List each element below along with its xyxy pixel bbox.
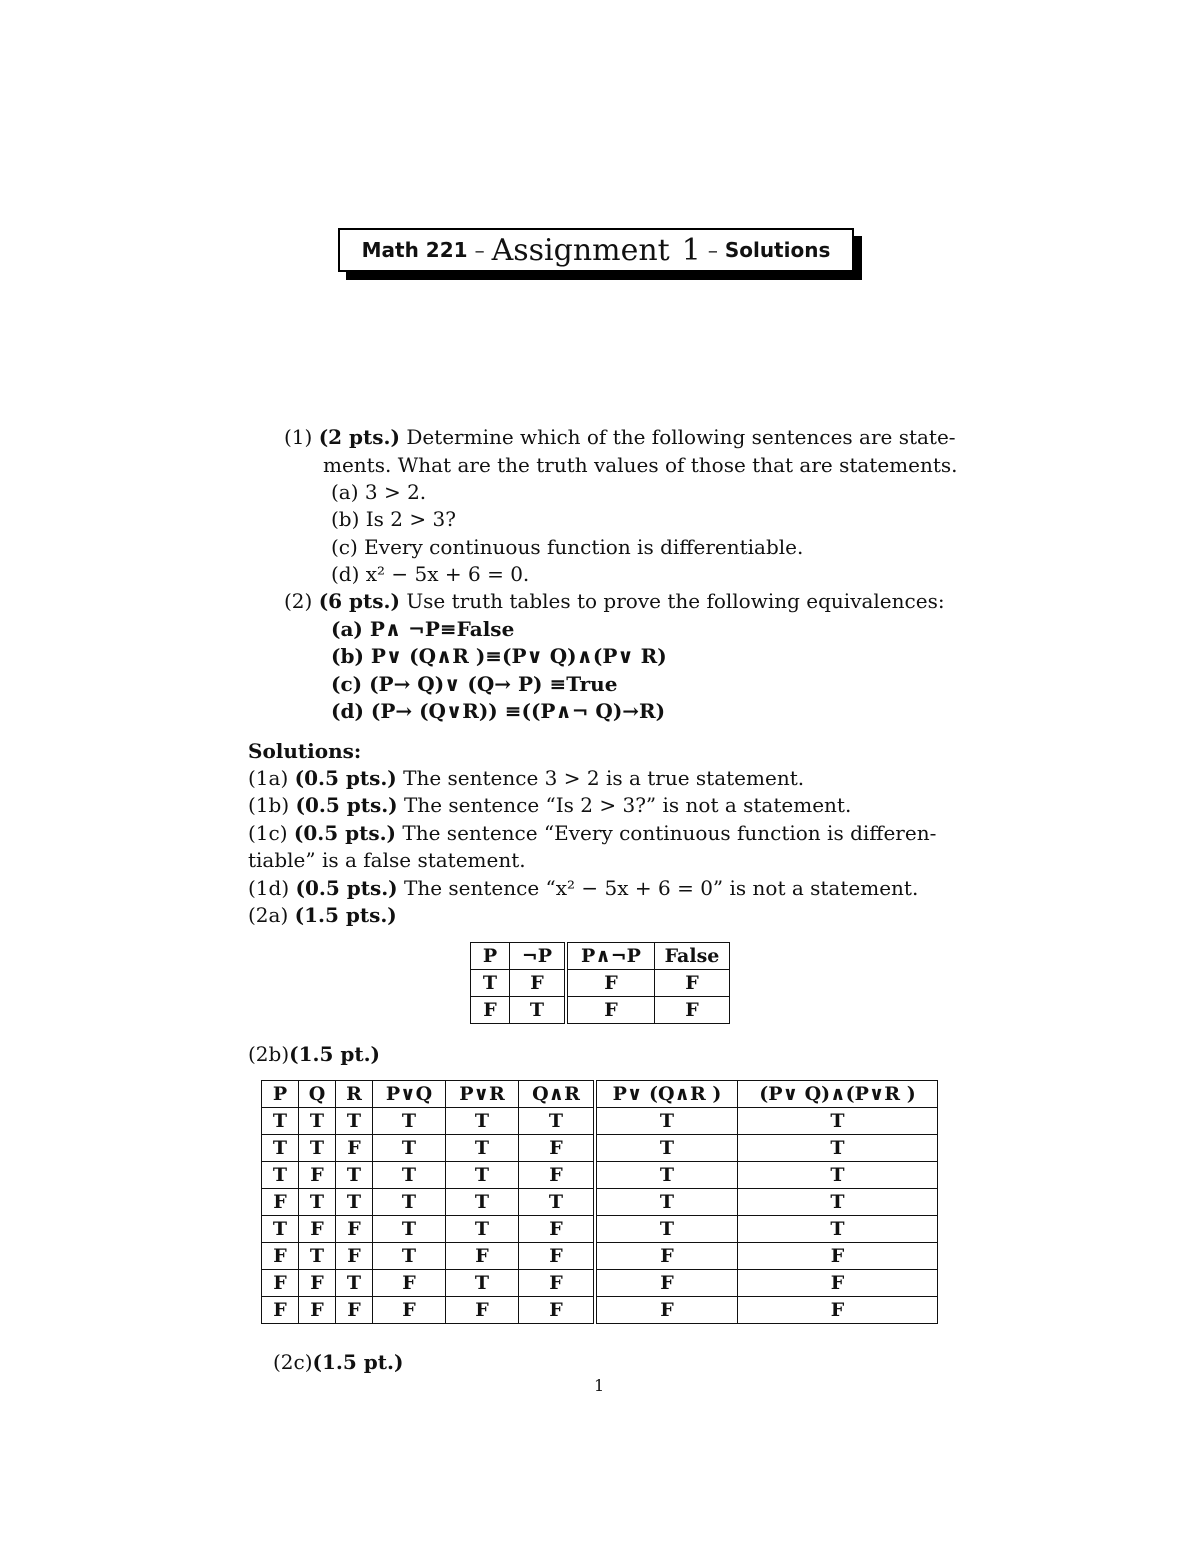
- table-row: [262, 1162, 938, 1189]
- table-cell: T: [446, 1189, 519, 1216]
- table-cell: T: [510, 997, 567, 1024]
- problem-text: Use truth tables to prove the following equivalences:: [406, 589, 945, 613]
- table-cell: F: [595, 1243, 738, 1270]
- table-cell: F: [655, 970, 730, 997]
- assignment-number: 1: [681, 232, 701, 268]
- table-row: [471, 970, 730, 997]
- table-cell: T: [336, 1162, 373, 1189]
- table-cell: T: [299, 1243, 336, 1270]
- table-cell: F: [510, 970, 567, 997]
- problem-2-line-1: [284, 588, 945, 614]
- table-header-cell: Q: [299, 1081, 336, 1108]
- table-header-cell: R: [336, 1081, 373, 1108]
- solution-points: (0.5 pts.): [293, 821, 397, 845]
- problem-1-line-2: ments. What are the truth values of those that are statements.: [323, 453, 958, 477]
- table-cell: F: [299, 1216, 336, 1243]
- table-cell: F: [446, 1297, 519, 1324]
- table-cell: T: [373, 1108, 446, 1135]
- table-cell: F: [262, 1243, 299, 1270]
- table-cell: T: [595, 1162, 738, 1189]
- solution-text: The sentence “x² − 5x + 6 = 0” is not a statement.: [404, 876, 919, 900]
- table-cell: F: [738, 1297, 938, 1324]
- table-header-cell: P∧¬P: [566, 943, 655, 970]
- table-cell: T: [446, 1135, 519, 1162]
- solution-2a-label: [248, 902, 397, 928]
- table-header-cell: Q∧R: [519, 1081, 596, 1108]
- table-cell: T: [299, 1189, 336, 1216]
- table-cell: T: [299, 1108, 336, 1135]
- table-cell: T: [595, 1135, 738, 1162]
- table-cell: F: [336, 1135, 373, 1162]
- solution-2b-label: [248, 1041, 380, 1067]
- problem-1-item-a: (a) 3 > 2.: [331, 480, 427, 504]
- course-name: Math 221: [361, 238, 468, 262]
- table-cell: T: [738, 1189, 938, 1216]
- table-cell: F: [738, 1243, 938, 1270]
- table-cell: T: [262, 1216, 299, 1243]
- table-cell: F: [519, 1162, 596, 1189]
- solution-label: (2c): [273, 1350, 313, 1374]
- truth-table-2b: [261, 1080, 938, 1324]
- solutions-label: Solutions: [724, 238, 831, 262]
- table-cell: F: [336, 1297, 373, 1324]
- problem-number: (2): [284, 589, 313, 613]
- table-cell: F: [595, 1297, 738, 1324]
- table-cell: T: [262, 1135, 299, 1162]
- solution-label: (1b): [248, 793, 290, 817]
- table-cell: T: [595, 1189, 738, 1216]
- table-cell: F: [519, 1270, 596, 1297]
- solution-1c: [248, 820, 936, 846]
- table-row: [262, 1108, 938, 1135]
- solution-points: (1.5 pt.): [289, 1042, 381, 1066]
- table-cell: F: [373, 1270, 446, 1297]
- table-cell: T: [738, 1135, 938, 1162]
- solution-label: (2b): [248, 1042, 290, 1066]
- table-cell: T: [595, 1108, 738, 1135]
- solution-points: (0.5 pts.): [295, 793, 398, 817]
- table-cell: F: [299, 1270, 336, 1297]
- solution-points: (0.5 pts.): [295, 876, 398, 900]
- problem-points: (6 pts.): [318, 589, 400, 613]
- table-cell: T: [262, 1162, 299, 1189]
- table-header-cell: P: [471, 943, 510, 970]
- table-row: [262, 1135, 938, 1162]
- solution-text: The sentence “Is 2 > 3?” is not a statement.: [404, 793, 852, 817]
- table-cell: T: [373, 1162, 446, 1189]
- table-cell: F: [655, 997, 730, 1024]
- table-header-cell: P∨Q: [373, 1081, 446, 1108]
- table-header-cell: P∨R: [446, 1081, 519, 1108]
- assignment-word: Assignment: [491, 232, 670, 268]
- table-cell: F: [299, 1162, 336, 1189]
- table-cell: T: [299, 1135, 336, 1162]
- solutions-heading: Solutions:: [248, 739, 362, 763]
- table-cell: F: [336, 1216, 373, 1243]
- table-cell: T: [336, 1108, 373, 1135]
- table-cell: T: [373, 1243, 446, 1270]
- table-cell: T: [373, 1189, 446, 1216]
- solution-text: The sentence “Every continuous function is differen-: [402, 821, 937, 845]
- table-header-cell: P∨ (Q∧R ): [595, 1081, 738, 1108]
- table-cell: F: [519, 1216, 596, 1243]
- table-cell: T: [262, 1108, 299, 1135]
- table-cell: F: [519, 1243, 596, 1270]
- table-cell: T: [738, 1108, 938, 1135]
- table-cell: T: [738, 1216, 938, 1243]
- problem-1-item-d: (d) x² − 5x + 6 = 0.: [331, 562, 530, 586]
- assignment-title: [492, 233, 701, 268]
- table-row: [262, 1243, 938, 1270]
- problem-text: Determine which of the following sentences are state-: [406, 425, 956, 449]
- table-cell: F: [262, 1189, 299, 1216]
- title-dash: –: [707, 238, 718, 262]
- table-cell: T: [738, 1162, 938, 1189]
- problem-2-item-d: (d) (P→ (Q∨R)) ≡((P∧¬ Q)→R): [331, 699, 666, 723]
- table-cell: F: [336, 1243, 373, 1270]
- table-cell: F: [519, 1297, 596, 1324]
- problem-2-item-c: (c) (P→ Q)∨ (Q→ P) ≡True: [331, 672, 618, 696]
- title-dash: –: [474, 238, 485, 262]
- table-row: [262, 1189, 938, 1216]
- table-cell: F: [738, 1270, 938, 1297]
- problem-1-item-c: (c) Every continuous function is differentiable.: [331, 535, 804, 559]
- solution-points: (1.5 pts.): [294, 903, 397, 927]
- table-header-cell: (P∨ Q)∧(P∨R ): [738, 1081, 938, 1108]
- solution-text: The sentence 3 > 2 is a true statement.: [403, 766, 805, 790]
- solution-1c-continued: tiable” is a false statement.: [248, 848, 526, 872]
- table-cell: T: [446, 1108, 519, 1135]
- table-cell: T: [595, 1216, 738, 1243]
- problem-2-item-b: (b) P∨ (Q∧R )≡(P∨ Q)∧(P∨ R): [331, 644, 667, 668]
- table-cell: T: [336, 1270, 373, 1297]
- table-cell: F: [566, 997, 655, 1024]
- problem-number: (1): [284, 425, 313, 449]
- problem-1-item-b: (b) Is 2 > 3?: [331, 507, 456, 531]
- table-body: [262, 1108, 938, 1324]
- table-cell: T: [373, 1135, 446, 1162]
- table-cell: F: [471, 997, 510, 1024]
- table-row: [471, 997, 730, 1024]
- table-cell: T: [336, 1189, 373, 1216]
- solution-points: (1.5 pt.): [312, 1350, 404, 1374]
- table-cell: F: [262, 1297, 299, 1324]
- table-cell: T: [446, 1270, 519, 1297]
- table-cell: F: [519, 1135, 596, 1162]
- table-cell: T: [373, 1216, 446, 1243]
- truth-table-2a: [470, 942, 730, 1024]
- table-row: [262, 1297, 938, 1324]
- problem-points: (2 pts.): [318, 425, 400, 449]
- table-cell: T: [446, 1216, 519, 1243]
- title-box: [338, 228, 854, 272]
- solution-1d: [248, 875, 918, 901]
- solution-2c-label: [273, 1349, 403, 1375]
- table-cell: F: [595, 1270, 738, 1297]
- page-number: 1: [594, 1376, 605, 1395]
- title-frame: [338, 228, 854, 272]
- table-header-cell: False: [655, 943, 730, 970]
- table-header-cell: ¬P: [510, 943, 567, 970]
- table-row: [262, 1216, 938, 1243]
- table-cell: F: [566, 970, 655, 997]
- table-cell: F: [373, 1297, 446, 1324]
- solution-label: (1c): [248, 821, 288, 845]
- table-header-row: [262, 1081, 938, 1108]
- table-row: [262, 1270, 938, 1297]
- solution-1b: [248, 792, 851, 818]
- table-cell: T: [446, 1162, 519, 1189]
- table-cell: T: [471, 970, 510, 997]
- table-cell: T: [519, 1108, 596, 1135]
- table-cell: F: [299, 1297, 336, 1324]
- solution-points: (0.5 pts.): [294, 766, 397, 790]
- problem-2-item-a: (a) P∧ ¬P≡False: [331, 617, 515, 641]
- table-header-row: [471, 943, 730, 970]
- solution-label: (2a): [248, 903, 289, 927]
- solution-1a: [248, 765, 804, 791]
- table-cell: T: [519, 1189, 596, 1216]
- problem-1-line-1: [284, 424, 956, 450]
- table-cell: F: [446, 1243, 519, 1270]
- solution-label: (1a): [248, 766, 289, 790]
- table-cell: F: [262, 1270, 299, 1297]
- solution-label: (1d): [248, 876, 290, 900]
- table-header-cell: P: [262, 1081, 299, 1108]
